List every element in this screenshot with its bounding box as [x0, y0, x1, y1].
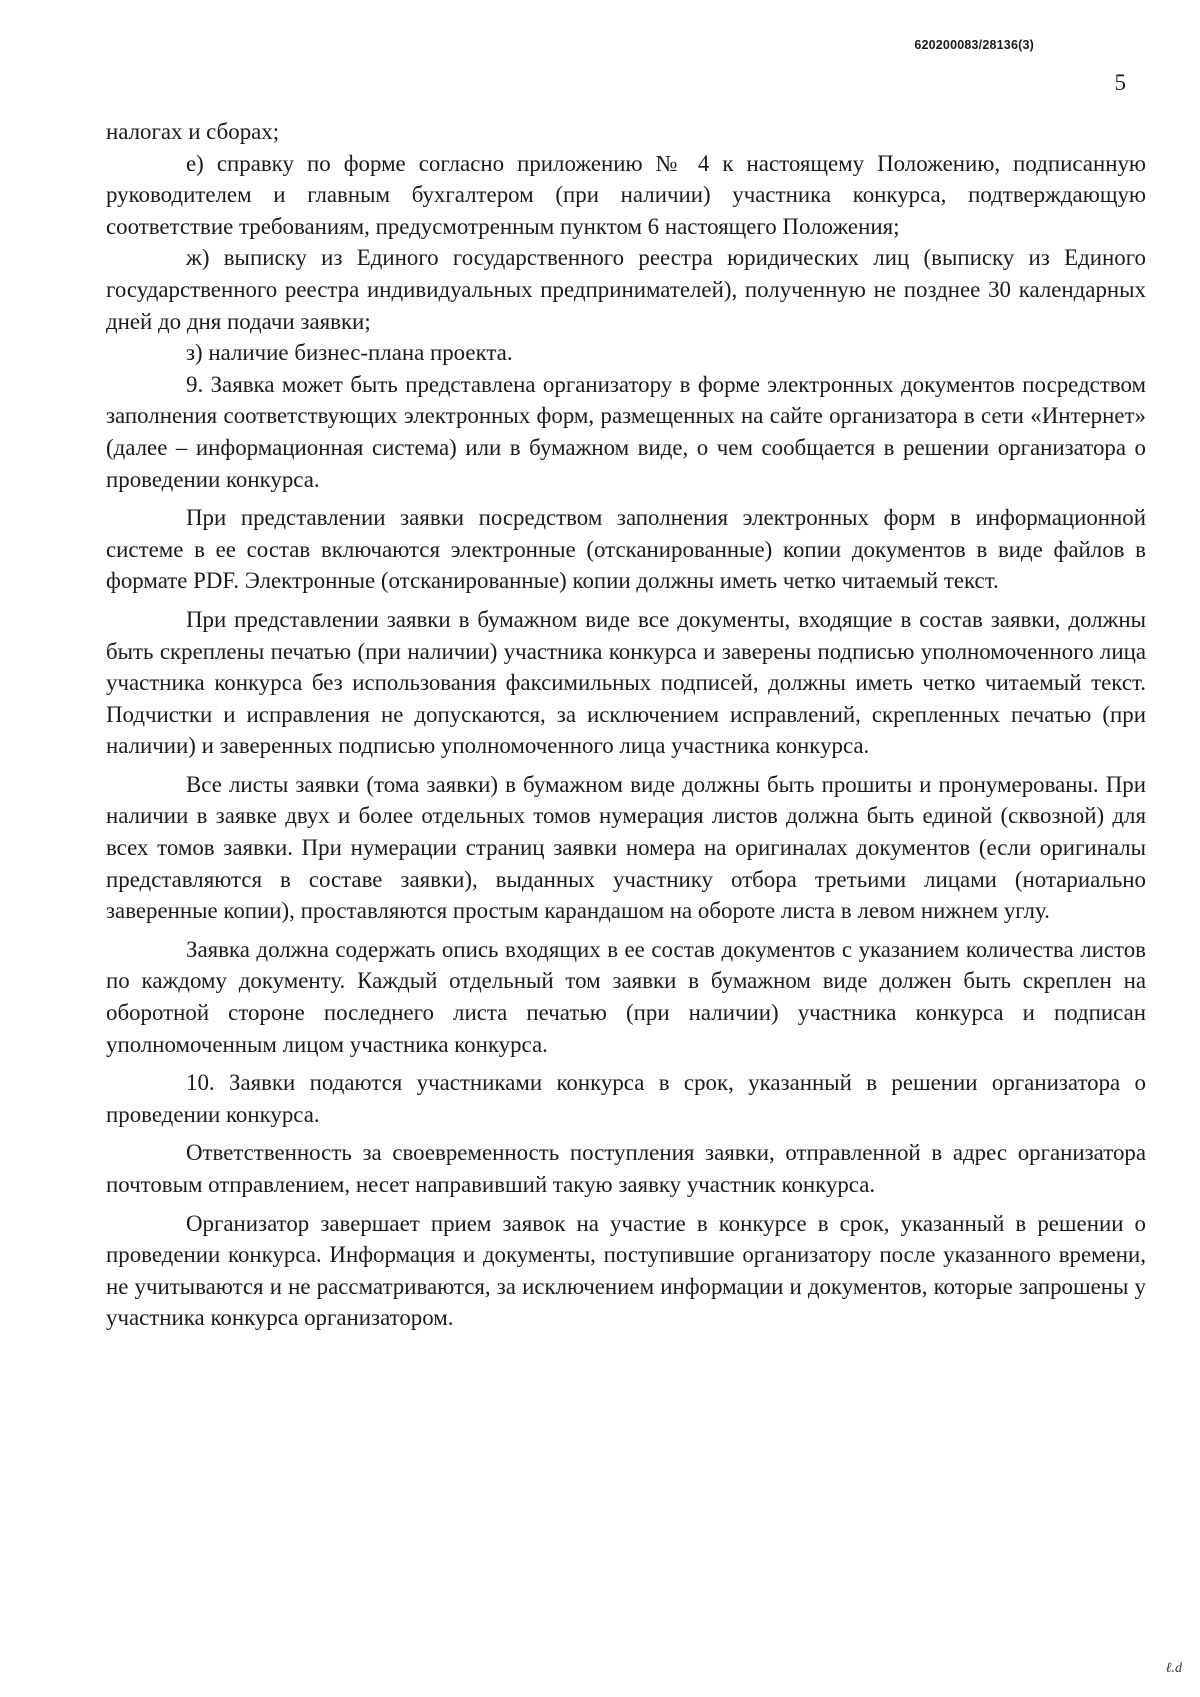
paragraph: 10. Заявки подаются участниками конкурса в срок, указанный в решении организатора о проведении конкурса.	[106, 1070, 1146, 1127]
paragraph: Организатор завершает прием заявок на участие в конкурсе в срок, указанный в решении о проведении конкурса. Информация и документы, поступившие организатору после указанного времени, не учитываются и не рассматриваются, за исключением информации и документов, которые запрошены у участника конкурса организатором.	[106, 1210, 1146, 1331]
paragraph: При представлении заявки посредством заполнения электронных форм в информационной системе в ее состав включаются электронные (отсканированные) копии документов в виде файлов в формате PDF. Электронные (отсканированные) копии должны иметь четко читаемый текст.	[106, 505, 1146, 594]
paragraph: е) справку по форме согласно приложению № 4 к настоящему Положению, подписанную руководителем и главным бухгалтером (при наличии) участника конкурса, подтверждающую соответствие требованиям, предусмотренным пунктом 6 настоящего Положения;	[106, 150, 1146, 239]
paragraph: налогах и сборах;	[106, 119, 280, 144]
page-number: 5	[1114, 70, 1126, 95]
document-id: 620200083/28136(3)	[914, 38, 1034, 52]
paragraph: з) наличие бизнес-плана проекта.	[186, 340, 513, 366]
paragraph: Заявка должна содержать опись входящих в ее состав документов с указанием количества листов по каждому документу. Каждый отдельный том заявки в бумажном виде должен быть скреплен на оборотной стороне последнего листа печатью (при наличии) участника конкурса и подписан уполномоченным лицом участника конкурса.	[106, 936, 1146, 1057]
paragraph: Все листы заявки (тома заявки) в бумажном виде должны быть прошиты и пронумерованы. При наличии в заявке двух и более отдельных томов нумерация листов должна быть единой (сквозной) для всех томов заявки. При нумерации страниц заявки номера на оригиналах документов (если оригиналы представляются в составе заявки), выданных участнику отбора третьими лицами (нотариально заверенные копии), проставляются простым карандашом на обороте листа в левом нижнем углу.	[106, 771, 1146, 924]
paragraph: Ответственность за своевременность поступления заявки, отправленной в адрес организатора почтовым отправлением, несет направивший такую заявку участник конкурса.	[106, 1140, 1146, 1197]
document-body	[106, 116, 1146, 1334]
paragraph: ж) выписку из Единого государственного реестра юридических лиц (выписку из Единого государственного реестра индивидуальных предпринимателей), полученную не позднее 30 календарных дней до дня подачи заявки;	[106, 245, 1146, 334]
paragraph: 9. Заявка может быть представлена организатору в форме электронных документов посредством заполнения соответствующих электронных форм, размещенных на сайте организатора в сети «Интернет» (далее – информационная система) или в бумажном виде, о чем сообщается в решении организатора о проведении конкурса.	[106, 371, 1146, 492]
paragraph: При представлении заявки в бумажном виде все документы, входящие в состав заявки, должны быть скреплены печатью (при наличии) участника конкурса и заверены подписью уполномоченного лица участника конкурса без использования факсимильных подписей, должны иметь четко читаемый текст. Подчистки и исправления не допускаются, за исключением исправлений, скрепленных печатью (при наличии) и заверенных подписью уполномоченного лица участника конкурса.	[106, 606, 1146, 759]
corner-mark: ℓ.d	[1165, 1661, 1182, 1676]
